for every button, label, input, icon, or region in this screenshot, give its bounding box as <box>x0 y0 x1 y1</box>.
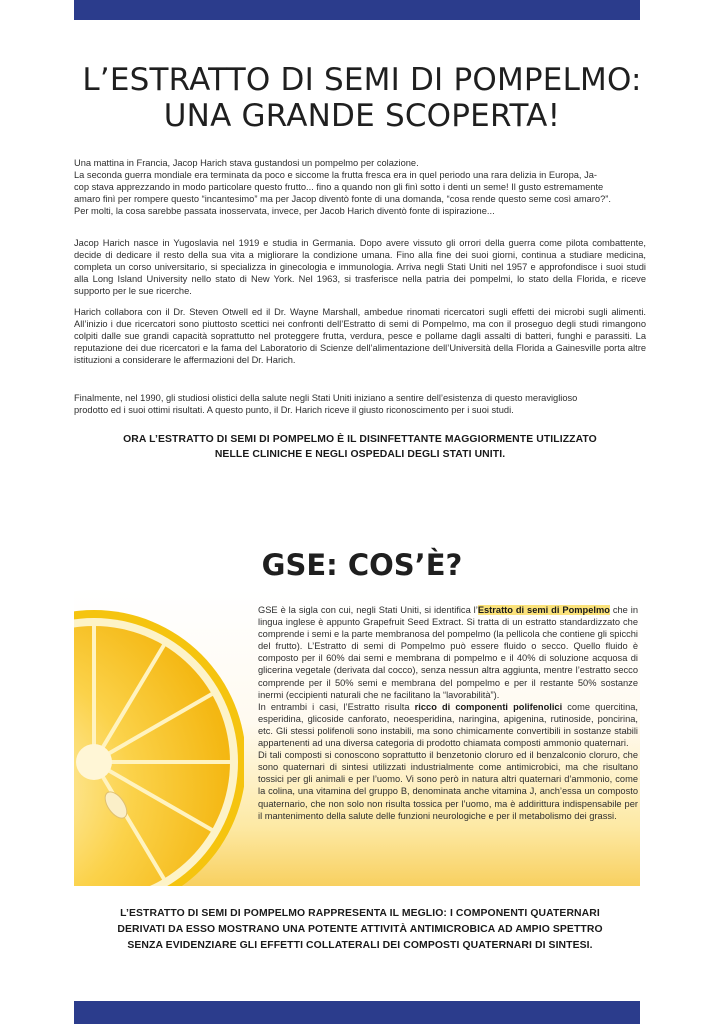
callout-line: NELLE CLINICHE E NEGLI OSPEDALI DEGLI STATI UNITI. <box>214 449 506 460</box>
intro-line: prodotto ed i suoi ottimi risultati. A questo punto, il Dr. Harich riceve il giusto riconoscimento per i suoi studi. <box>74 405 514 416</box>
bottom-callout <box>74 906 646 954</box>
main-title <box>60 62 664 134</box>
intro-line: cop stava apprezzando in modo particolare questo frutto... fino a quando non gli finì sotto i denti un seme! Il gusto estremamente <box>74 182 604 193</box>
gse-text-segment: come quercitina, esperidina, glicoside canforato, neoesperidina, naringina, apigenina, rutinoside, poncirina, etc. Gli stessi polifenoli sono instabili, ma sono chimicamente convertibili in sostanze stabili appartenenti ad una diversa categoria di prodotto chiamata composti ammonio quaternari. <box>258 701 639 749</box>
callout-line: SENZA EVIDENZIARE GLI EFFETTI COLLATERALI DEI COMPOSTI QUATERNARI DI SINTESI. <box>127 940 593 951</box>
intro-line: Una mattina in Francia, Jacop Harich stava gustandosi un pompelmo per colazione. <box>74 158 419 168</box>
gse-text-segment: In entrambi i casi, l’Estratto risulta <box>258 701 415 712</box>
lemon-slice-image <box>74 590 244 886</box>
intro-line: Finalmente, nel 1990, gli studiosi olistici della salute negli Stati Uniti iniziano a sentire dell’esistenza di questo meraviglioso <box>74 393 578 403</box>
bottom-decorative-bar <box>74 1001 640 1024</box>
gse-text-segment: Di tali composti si conoscono soprattutto il benzetonio cloruro ed il benzalconio cloruro, che sono quaternari di sintesi utilizzati industrialmente come antimicrobici, ma che risultano tossici per gli animali e per l’uomo. Vi sono però in natura altri quaternari d’ammonio, come la colina, una vitamina del gruppo B, denominata anche vitamina J, anch’essa un composto quaternario, che non solo non risulta tossica per l’uomo, ma è addirittura indispensabile per il mantenimento della salute delle funzioni neurologiche e per il metabolismo dei grassi. <box>258 750 638 821</box>
callout-line: L’ESTRATTO DI SEMI DI POMPELMO RAPPRESENTA IL MEGLIO: I COMPONENTI QUATERNARI <box>120 908 600 919</box>
gse-section-title: GSE: COS’È? <box>261 548 463 582</box>
intro-line: amaro finì per rompere questo “incantesimo” ma per Jacop diventò fonte di una domanda, “cosa rende questo seme così amaro?”. <box>74 194 611 205</box>
intro-callout <box>74 432 646 462</box>
callout-line: ORA L’ESTRATTO DI SEMI DI POMPELMO È IL DISINFETTANTE MAGGIORMENTE UTILIZZATO <box>123 434 597 445</box>
top-decorative-bar <box>74 0 640 20</box>
intro-paragraph-1 <box>74 157 646 217</box>
gse-highlight-estratto: Estratto di semi di Pompelmo <box>477 605 610 615</box>
gse-bold-polifenolici: ricco di componenti polifenolici <box>414 701 563 712</box>
intro-line: La seconda guerra mondiale era terminata da poco e siccome la frutta fresca era in quel periodo una rara delizia in Europa, Ja- <box>74 170 597 181</box>
main-title-line-1: L’ESTRATTO DI SEMI DI POMPELMO: <box>82 62 642 98</box>
gse-text-segment: che in lingua inglese è appunto Grapefruit Seed Extract. Si tratta di un estratto standardizzato che comprende i semi e la parte membranosa del pompelmo (la pellicola che contiene gli spicchi del frutto). L’Estratto di semi di Pompelmo può essere fluido o secco. Quello fluido è composto per il 60% dai semi e membrana di pompelmo e il 40% di soluzione acquosa di glicerina vegetale (derivata dal cocco), senza nessun altra aggiunta, mentre l’estratto secco comprende per il 50% semi e membrana del pompelmo e per il restante 50% sostanze inermi (eccipienti naturali che ne facilitano la “lavorabilità”). <box>258 605 638 700</box>
intro-paragraph-2: Jacop Harich nasce in Yugoslavia nel 1919 e studia in Germania. Dopo avere vissuto gli orrori della guerra come pilota combattente, decide di dedicare il resto della sua vita a migliorare la condizione umana. Fino alla fine dei suoi giorni, continua a studiare medicina, completa un corso universitario, si specializza in ginecologia e immunologia. Arriva negli Stati Uniti nel 1957 e approfondisce i suoi studi alla Long Island University nello stato di New York. Nel 1963, si trasferisce nella patria dei pompelmi, lo stato della Florida, e riceve supporto per le sue ricerche. <box>74 238 646 297</box>
intro-paragraph-4 <box>74 392 646 416</box>
main-title-line-2: UNA GRANDE SCOPERTA! <box>163 98 561 134</box>
intro-paragraph-3: Harich collabora con il Dr. Steven Otwell ed il Dr. Wayne Marshall, ambedue rinomati ricercatori sugli effetti dei microbi sugli alimenti. All’inizio i due ricercatori sono piuttosto scettici nei confronti dell’Estratto di semi di Pompelmo, ma con il proseguo degli studi rimangono colpiti dalle sue grandi capacità soprattutto nel proteggere frutta, verdura, pesce e pollame dagli assalti di batteri, funghi e parassiti. La reputazione dei due ricercatori e la fama del Laboratorio di Scienze dell’alimentazione dell’Università della Florida a Gainesville porta altre istituzioni a considerare le affermazioni del Dr. Harich. <box>74 307 646 366</box>
intro-line: Per molti, la cosa sarebbe passata inosservata, invece, per Jacob Harich diventò fonte di ispirazione... <box>74 206 495 217</box>
callout-line: DERIVATI DA ESSO MOSTRANO UNA POTENTE ATTIVITÀ ANTIMICROBICA AD AMPIO SPETTRO <box>117 924 603 935</box>
gse-description <box>258 604 638 822</box>
gse-text-segment: GSE è la sigla con cui, negli Stati Uniti, si identifica l’ <box>258 605 478 615</box>
